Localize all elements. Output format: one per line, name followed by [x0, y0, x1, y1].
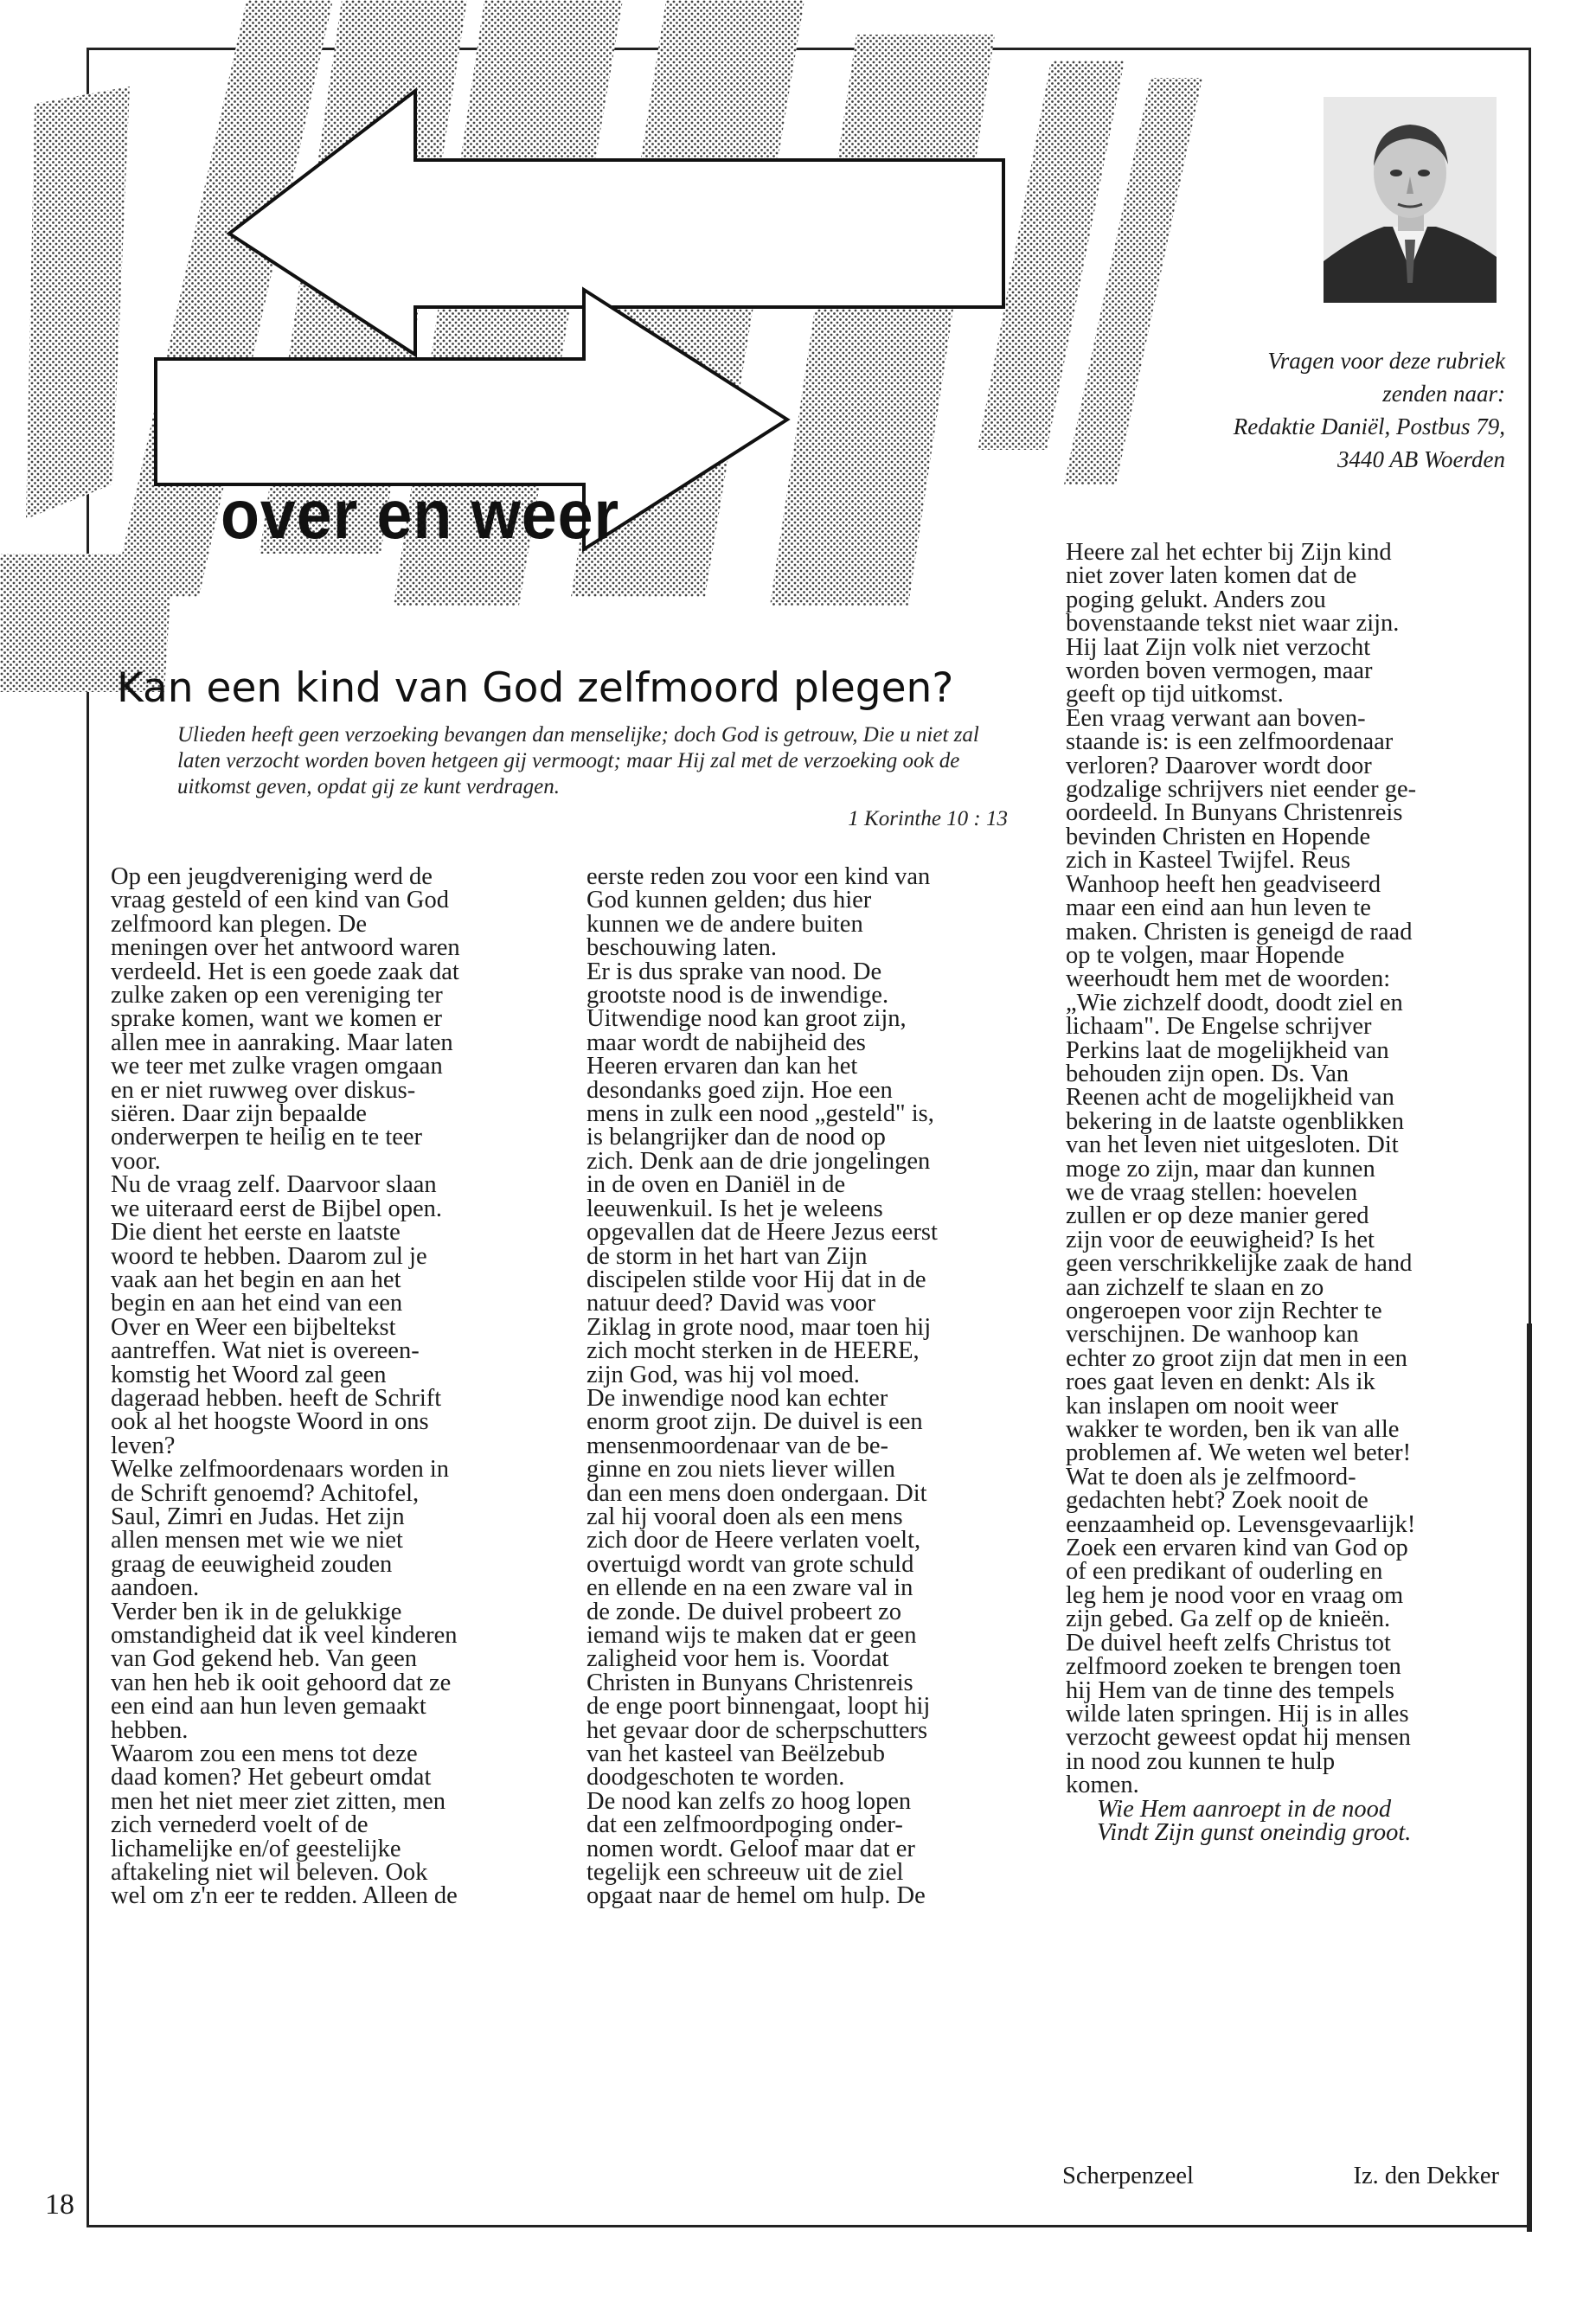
text-line: nomen wordt. Geloof maar dat er [586, 1835, 915, 1862]
text-line: komstig het Woord zal geen [111, 1361, 387, 1388]
text-line: men het niet meer ziet zitten, men [111, 1787, 445, 1815]
text-line: lichaam". De Engelse schrijver [1066, 1013, 1372, 1041]
text-line: Heere zal het echter bij Zijn kind [1066, 539, 1392, 566]
text-line: De nood kan zelfs zo hoog lopen [586, 1787, 912, 1815]
text-line: oordeeld. In Bunyans Christenreis [1066, 799, 1403, 827]
text-line: woord te hebben. Daarom zul je [111, 1242, 427, 1270]
text-line: Hij laat Zijn volk niet verzocht [1066, 633, 1371, 661]
text-line: Wanhoop heeft hen geadviseerd [1066, 870, 1381, 898]
text-line: zich door de Heere verlaten voelt, [586, 1527, 921, 1554]
article-column-1 [111, 865, 561, 1908]
text-line: zijn voor de eeuwigheid? Is het [1066, 1226, 1375, 1253]
text-line: dageraad hebben. heeft de Schrift [111, 1384, 442, 1412]
text-line: Christen in Bunyans Christenreis [586, 1669, 913, 1696]
text-line: Die dient het eerste en laatste [111, 1219, 401, 1247]
text-line: wilde laten springen. Hij is in alles [1066, 1700, 1409, 1727]
text-line: aan zichzelf te slaan en zo [1066, 1273, 1324, 1301]
text-line: graag de eeuwigheid zouden [111, 1550, 393, 1578]
text-line: Welke zelfmoordenaars worden in [111, 1456, 449, 1484]
text-line: zich mocht sterken in de HEERE, [586, 1337, 920, 1365]
text-line: dat een zelfmoordpoging onder- [586, 1811, 903, 1839]
text-line: iemand wijs te maken dat er geen [586, 1622, 917, 1649]
text-line: geeft op tijd uitkomst. [1066, 681, 1284, 708]
text-line: zullen er op deze manier gered [1066, 1202, 1369, 1230]
text-line: Een vraag verwant aan boven- [1066, 704, 1366, 732]
contact-line: 3440 AB Woerden [1337, 446, 1505, 472]
text-line: verdeeld. Het is een goede zaak dat [111, 958, 459, 985]
text-line: staande is: is een zelfmoordenaar [1066, 728, 1394, 756]
article-column-2 [586, 865, 1036, 1908]
text-line: worden boven vermogen, maar [1066, 657, 1373, 685]
contact-address [1090, 344, 1505, 476]
text-line: komen. [1066, 1772, 1139, 1799]
text-line: maken. Christen is geneigd de raad [1066, 918, 1413, 945]
text-line: zelfmoord kan plegen. De [111, 910, 367, 938]
text-line: meningen over het antwoord waren [111, 934, 460, 962]
text-line: verloren? Daarover wordt door [1066, 752, 1372, 779]
signature-place: Scherpenzeel [1062, 2163, 1194, 2189]
text-line: geen verschrikkelijke zaak de hand [1066, 1250, 1413, 1278]
bible-reference: 1 Korinthe 10 : 13 [848, 807, 1008, 830]
text-line: wakker te worden, ben ik van alle [1066, 1416, 1400, 1444]
text-line: verschijnen. De wanhoop kan [1066, 1321, 1359, 1349]
text-line: leven? [111, 1432, 176, 1459]
text-line: in nood zou kunnen te hulp [1066, 1747, 1336, 1775]
text-line: bevinden Christen en Hopende [1066, 823, 1371, 850]
text-line: God kunnen gelden; dus hier [586, 887, 872, 914]
text-line: zaligheid voor hem is. Voordat [586, 1645, 889, 1673]
contact-line: Redaktie Daniël, Postbus 79, [1233, 413, 1505, 439]
text-line: wel om z'n eer te redden. Alleen de [111, 1882, 458, 1910]
text-line: op te volgen, maar Hopende [1066, 941, 1345, 969]
text-line: leeuwenkuil. Is het je weleens [586, 1195, 883, 1222]
text-line: Verder ben ik in de gelukkige [111, 1598, 402, 1625]
text-line: ginne en zou niets liever willen [586, 1456, 895, 1484]
text-line: Over en Weer een bijbeltekst [111, 1313, 396, 1341]
text-line: van God gekend heb. Van geen [111, 1645, 418, 1673]
text-line: de Schrift genoemd? Achitofel, [111, 1479, 420, 1507]
text-line: godzalige schrijvers niet eender ge- [1066, 776, 1417, 804]
text-line: Reenen acht de mogelijkheid van [1066, 1084, 1394, 1112]
text-line: overtuigd wordt van grote schuld [586, 1550, 914, 1578]
text-line: zich vernederd voelt of de [111, 1811, 369, 1839]
text-line: van hen heb ik ooit gehoord dat ze [111, 1669, 452, 1696]
verse-line: Vindt Zijn gunst oneindig groot. [1097, 1818, 1412, 1846]
contact-line: Vragen voor deze rubriek [1267, 348, 1505, 374]
text-line: hebben. [111, 1716, 189, 1744]
contact-line: zenden naar: [1382, 381, 1505, 407]
text-line: onderwerpen te heilig en te teer [111, 1124, 423, 1151]
text-line: de enge poort binnengaat, loopt hij [586, 1693, 931, 1721]
text-line: Er is dus sprake van nood. De [586, 958, 882, 985]
text-line: we teer met zulke vragen omgaan [111, 1053, 443, 1080]
text-line: leg hem je nood voor en vraag om [1066, 1581, 1404, 1609]
bible-quote: Ulieden heeft geen verzoeking bevangen dan menselijke; doch God is getrouw, Die u niet zal laten verzocht worden boven hetgeen gij vermoogt; maar Hij zal met de verzoeking ook de uitkomst geven, opdat gij ze kunt verdragen. [177, 723, 979, 798]
text-line: opgaat naar de hemel om hulp. De [586, 1882, 926, 1910]
text-line: we uiteraard eerst de Bijbel open. [111, 1195, 443, 1222]
text-line: „Wie zichzelf doodt, doodt ziel en [1066, 989, 1403, 1016]
text-line: opgevallen dat de Heere Jezus eerst [586, 1219, 938, 1247]
text-line: behouden zijn open. Ds. Van [1066, 1060, 1349, 1087]
text-line: Wat te doen als je zelfmoord- [1066, 1463, 1356, 1490]
text-line: vaak aan het begin en aan het [111, 1266, 401, 1293]
text-line: Perkins laat de mogelijkheid van [1066, 1036, 1389, 1064]
closing-verse [1066, 1795, 1507, 1846]
signature-author: Iz. den Dekker [1353, 2163, 1499, 2189]
text-line: vraag gesteld of een kind van God [111, 887, 449, 914]
text-line: en ellende en na een zware val in [586, 1574, 913, 1602]
text-line: kan inslapen om nooit weer [1066, 1392, 1339, 1420]
text-line: doodgeschoten te worden. [586, 1764, 845, 1791]
text-line: daad komen? Het gebeurt omdat [111, 1764, 432, 1791]
text-line: Ziklag in grote nood, maar toen hij [586, 1313, 932, 1341]
text-line: zal hij vooral doen als een mens [586, 1503, 903, 1530]
text-line: is belangrijker dan de nood op [586, 1124, 886, 1151]
text-line: maar wordt de nabijheid des [586, 1029, 866, 1056]
text-line: voor. [111, 1147, 161, 1175]
text-line: verzocht geweest opdat hij mensen [1066, 1724, 1411, 1752]
text-line: desondanks goed zijn. Hoe een [586, 1076, 893, 1104]
text-line: mens in zulk een nood „gesteld" is, [586, 1100, 934, 1128]
text-line: in de oven en Daniël in de [586, 1171, 846, 1199]
text-line: gedachten hebt? Zoek nooit de [1066, 1487, 1368, 1515]
text-line: een eind aan hun leven gemaakt [111, 1693, 426, 1721]
text-line: siëren. Daar zijn bepaalde [111, 1100, 367, 1128]
text-line: zelfmoord zoeken te brengen toen [1066, 1653, 1401, 1681]
text-line: Waarom zou een mens tot deze [111, 1740, 418, 1768]
over-en-weer-logo-text: over en weer [221, 476, 620, 553]
text-line: poging gelukt. Anders zou [1066, 586, 1326, 613]
text-line: lichamelijke en/of geestelijke [111, 1835, 401, 1862]
text-line: aandoen. [111, 1574, 200, 1602]
verse-line: Wie Hem aanroept in de nood [1097, 1795, 1392, 1823]
text-line: Nu de vraag zelf. Daarvoor slaan [111, 1171, 437, 1199]
text-line: allen mensen met wie we niet [111, 1527, 403, 1554]
text-line: echter zo groot zijn dat men in een [1066, 1344, 1407, 1372]
text-line: de zonde. De duivel probeert zo [586, 1598, 902, 1625]
text-line: het gevaar door de scherpschutters [586, 1716, 928, 1744]
author-photo [1324, 97, 1497, 303]
text-line: zijn gebed. Ga zelf op de knieën. [1066, 1606, 1391, 1633]
text-line: roes gaat leven en denkt: Als ik [1066, 1368, 1375, 1396]
text-line: beschouwing laten. [586, 934, 778, 962]
text-line: van het leven niet uitgesloten. Dit [1066, 1131, 1399, 1159]
text-line: De duivel heeft zelfs Christus tot [1066, 1629, 1391, 1657]
text-line: of een predikant of ouderling en [1066, 1558, 1383, 1586]
text-line: problemen af. We weten wel beter! [1066, 1439, 1412, 1467]
text-line: ongeroepen voor zijn Rechter te [1066, 1298, 1382, 1324]
text-line: zijn God, was hij vol moed. [586, 1361, 860, 1388]
margin-bar [1527, 1324, 1532, 2232]
text-line: natuur deed? David was voor [586, 1290, 875, 1317]
text-line: allen mee in aanraking. Maar laten [111, 1029, 453, 1056]
text-line: dan een mens doen ondergaan. Dit [586, 1479, 927, 1507]
article-title: Kan een kind van God zelfmoord plegen? [117, 664, 954, 712]
text-line: aantreffen. Wat niet is overeen- [111, 1337, 420, 1365]
text-line: discipelen stilde voor Hij dat in de [586, 1266, 926, 1293]
text-line: zulke zaken op een vereniging ter [111, 982, 443, 1009]
text-line: ook al het hoogste Woord in ons [111, 1408, 429, 1436]
text-line: eenzaamheid op. Levensgevaarlijk! [1066, 1510, 1416, 1538]
text-line: maar een eind aan hun leven te [1066, 894, 1371, 922]
article-column-3 [1066, 541, 1507, 1844]
text-line: we de vraag stellen: hoevelen [1066, 1178, 1358, 1206]
text-line: Saul, Zimri en Judas. Het zijn [111, 1503, 405, 1530]
text-line: grootste nood is de inwendige. [586, 982, 889, 1009]
text-line: Uitwendige nood kan groot zijn, [586, 1005, 907, 1033]
text-line: omstandigheid dat ik veel kinderen [111, 1622, 458, 1649]
text-line: Zoek een ervaren kind van God op [1066, 1535, 1408, 1562]
text-line: kunnen we de andere buiten [586, 910, 863, 938]
text-line: Heeren ervaren dan kan het [586, 1053, 858, 1080]
text-line: eerste reden zou voor een kind van [586, 863, 931, 890]
text-line: bekering in de laatste ogenblikken [1066, 1107, 1404, 1135]
text-line: bovenstaande tekst niet waar zijn. [1066, 610, 1400, 638]
text-line: enorm groot zijn. De duivel is een [586, 1408, 923, 1436]
text-line: zich in Kasteel Twijfel. Reus [1066, 847, 1351, 875]
text-line: Op een jeugdvereniging werd de [111, 863, 433, 890]
text-line: de storm in het hart van Zijn [586, 1242, 868, 1270]
text-line: De inwendige nood kan echter [586, 1384, 888, 1412]
text-line: niet zover laten komen dat de [1066, 562, 1357, 590]
text-line: sprake komen, want we komen er [111, 1005, 443, 1033]
text-line: aftakeling niet wil beleven. Ook [111, 1859, 428, 1887]
text-line: zich. Denk aan de drie jongelingen [586, 1147, 931, 1175]
text-line: weerhoudt hem met de woorden: [1066, 965, 1391, 993]
page-number: 18 [45, 2189, 74, 2221]
text-line: tegelijk een schreeuw uit de ziel [586, 1859, 904, 1887]
text-line: hij Hem van de tinne des tempels [1066, 1676, 1394, 1704]
text-line: van het kasteel van Beëlzebub [586, 1740, 886, 1768]
text-line: begin en aan het eind van een [111, 1290, 403, 1317]
text-line: moge zo zijn, maar dan kunnen [1066, 1155, 1375, 1183]
text-line: mensenmoordenaar van de be- [586, 1432, 888, 1459]
text-line: en er niet ruwweg over diskus- [111, 1076, 416, 1104]
